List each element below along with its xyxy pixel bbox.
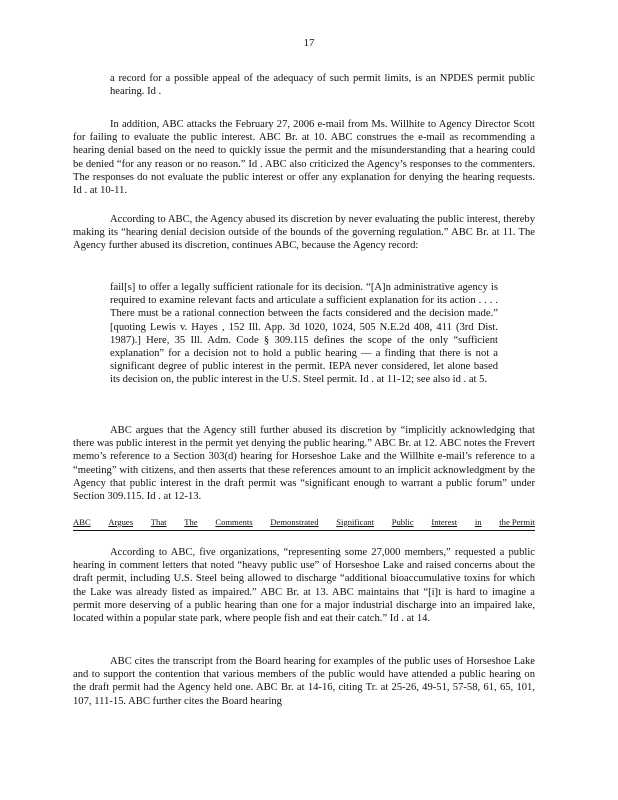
heading-word: Interest <box>431 517 458 527</box>
section-heading <box>73 516 535 531</box>
paragraph-continuation: a record for a possible appeal of the adequacy of such permit limits, is an NPDES permit public hearing. Id . <box>110 73 535 98</box>
heading-word: Comments <box>215 517 253 527</box>
heading-word: That <box>150 517 167 527</box>
paragraph-abuse-of-discretion: According to ABC, the Agency abused its discretion by never evaluating the public interest, thereby making its “hearing denial decision outside of the bounds of the governing regulation.” ABC Br. at 11. The Agency further abused its discretion, continues ABC, because the Agency record: <box>73 214 535 252</box>
heading-word: Demonstrated <box>270 517 319 527</box>
heading-word: ABC <box>73 517 91 527</box>
heading-word: Argues <box>108 517 134 527</box>
heading-word: The <box>184 517 198 527</box>
paragraph-transcript: ABC cites the transcript from the Board hearing for examples of the public uses of Horseshoe Lake and to support the contention that various members of the public would have attended a public hearing on the draft permit had the Agency held one. ABC Br. at 14-16, citing Tr. at 25-26, 49-51, 57-58, 61, 65, 101, 107, 111-15. ABC further cites the Board hearing <box>73 656 535 707</box>
heading-word: Public <box>391 517 414 527</box>
block-quote: fail[s] to offer a legally sufficient rationale for its decision. “[A]n administrative agency is required to examine relevant facts and articulate a sufficient explanation for its action . . . . There must be a rational connection between the facts considered and the decision made.” [quoting Lewis v. Hayes , 152 Ill. App. 3d 1020, 1024, 505 N.E.2d 408, 411 (3rd Dist. 1987).] Here, 35 Ill. Adm. Code § 309.115 defines the scope of the only “sufficient explanation” for a decision not to hold a public hearing — a finding that there is not a significant degree of public interest in the permit. IEPA never considered, let alone based its decision on, the public interest in the U.S. Steel permit. Id . at 11-12; see also id . at 5. <box>110 282 498 386</box>
paragraph-email-attack: In addition, ABC attacks the February 27, 2006 e-mail from Ms. Willhite to Agency Director Scott for failing to evaluate the public interest. ABC Br. at 10. ABC construes the e-mail as recommending a hearing denial based on the need to quickly issue the permit and the misunderstanding that a hearing could be denied “for any reason or no reason.” Id . ABC also criticized the Agency’s responses to the commenters. The responses do not evaluate the public interest or offer any explanation for denying the hearing requests. Id . at 10-11. <box>73 119 535 197</box>
heading-word: in <box>474 517 482 527</box>
heading-word: Significant <box>336 517 374 527</box>
heading-word: the Permit <box>499 517 535 527</box>
page-number: 17 <box>303 37 315 49</box>
paragraph-public-interest: According to ABC, five organizations, “representing some 27,000 members,” requested a public hearing in comment letters that noted “heavy public use” of Horseshoe Lake and raised concerns about the draft permit, including U.S. Steel being allowed to discharge “additional bioaccumulative toxins for which the Lake was already listed as impaired.” ABC Br. at 13. ABC maintains that “[i]t is hard to imagine a permit more deserving of a public hearing than one for a major industrial discharge into an impaired lake, located within a popular state park, where people fish and eat their catch.” Id . at 14. <box>73 547 535 625</box>
paragraph-implicit-acknowledgment: ABC argues that the Agency still further abused its discretion by “implicitly acknowledging that there was public interest in the permit yet denying the public hearing.” ABC Br. at 12. ABC notes the Frevert memo’s reference to a Section 303(d) hearing for Horseshoe Lake and the Willhite e-mail’s reference to a “meeting” with citizens, and then asserts that these references amount to an implicit acknowledgment by the Agency that public interest in the draft permit was “significant enough to warrant a public forum” under Section 309.115. Id . at 12-13. <box>73 425 535 503</box>
